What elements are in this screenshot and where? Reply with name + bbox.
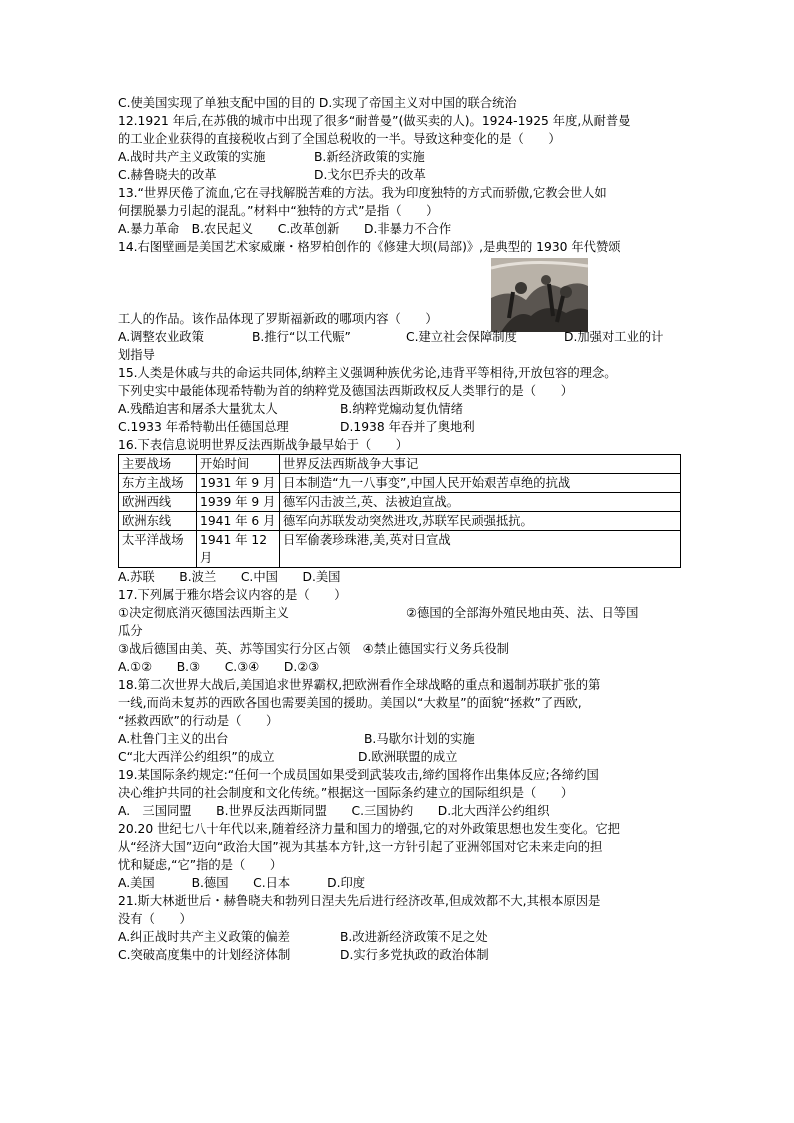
table-cell: 日本制造“九一八事变”,中国人民开始艰苦卓绝的抗战	[280, 474, 681, 493]
q13-stem-1: 13.“世界厌倦了流血,它在寻找解脱苦难的方法。我为印度独特的方式而骄傲,它教会世人如	[118, 186, 607, 200]
q20-stem-2: 从“经济大国”迈向“政治大国”视为其基本方针,这一方针引起了亚洲邻国对它未来走向的担	[118, 840, 603, 854]
table-cell: 1939 年 9 月	[197, 493, 280, 512]
q18-stem-3: “拯救西欧”的行动是（ ）	[118, 714, 279, 728]
q16-options: A.苏联 B.波兰 C.中国 D.美国	[118, 570, 341, 584]
q14-stem-2: 工人的作品。该作品体现了罗斯福新政的哪项内容（ ）	[118, 312, 438, 326]
q21-stem-2: 没有（ ）	[118, 912, 192, 926]
q13-stem-2: 何摆脱暴力引起的混乱。”材料中“独特的方式”是指（ ）	[118, 204, 439, 218]
q12-option-a: A.战时共产主义政策的实施	[118, 150, 266, 164]
q12-option-c: C.赫鲁晓夫的改革	[118, 168, 217, 182]
q21-option-d: D.实行多党执政的政治体制	[340, 948, 489, 962]
q13-options: A.暴力革命 B.农民起义 C.改革创新 D.非暴力不合作	[118, 222, 452, 236]
q18-stem-2: 一线,而尚未复苏的西欧各国也需要美国的援助。美国以“大救星”的面貌“拯救”了西欧,	[118, 696, 582, 710]
q16-stem: 16.下表信息说明世界反法西斯战争最早始于（ ）	[118, 438, 409, 452]
q20-stem-1: 20.20 世纪七八十年代以来,随着经济力量和国力的增强,它的对外政策思想也发生变化。它把	[118, 822, 620, 836]
q14-image-space	[118, 256, 684, 310]
table-cell: 1931 年 9 月	[197, 474, 280, 493]
q15-stem-1: 15.人类是休戚与共的命运共同体,纳粹主义强调种族优劣论,违背平等相待,开放包容的理念。	[118, 366, 617, 380]
q18-option-b: B.马歇尔计划的实施	[364, 732, 475, 746]
exam-page	[118, 94, 684, 964]
table-cell: 德军向苏联发动突然进攻,苏联军民顽强抵抗。	[280, 512, 681, 531]
q19-options: A. 三国同盟 B.世界反法西斯同盟 C.三国协约 D.北大西洋公约组织	[118, 804, 550, 818]
q18-option-a: A.杜鲁门主义的出台	[118, 732, 229, 746]
table-cell: 1941 年 6 月	[197, 512, 280, 531]
q15-option-d: D.1938 年吞并了奥地利	[340, 420, 475, 434]
q11-options-cd: C.使美国实现了单独支配中国的目的 D.实现了帝国主义对中国的联合统治	[118, 96, 517, 110]
q17-items-34: ③战后德国由美、英、苏等国实行分区占领 ④禁止德国实行义务兵役制	[118, 642, 509, 656]
table-header-cell: 世界反法西斯战争大事记	[280, 455, 681, 474]
q14-options	[118, 328, 684, 346]
q14-option-d: D.加强对工业的计	[564, 330, 664, 344]
table-header-row	[119, 455, 681, 474]
q20-stem-3: 忧和疑虑,“它”指的是（ ）	[118, 858, 283, 872]
q12-stem-1: 12.1921 年后,在苏俄的城市中出现了很多“耐普曼”(做买卖的人)。1924-1925 年度,从耐普曼	[118, 114, 631, 128]
q17-items-12	[118, 604, 684, 622]
q21-stem-1: 21.斯大林逝世后・赫鲁晓夫和勃列日涅夫先后进行经济改革,但成效都不大,其根本原因是	[118, 894, 601, 908]
q21-options-ab	[118, 928, 684, 946]
table-cell: 太平洋战场	[119, 531, 197, 568]
q17-item-2: ②德国的全部海外殖民地由英、法、日等国	[406, 606, 639, 620]
q12-option-b: B.新经济政策的实施	[314, 150, 425, 164]
q15-option-b: B.纳粹党煽动复仇情绪	[340, 402, 464, 416]
q18-stem-1: 18.第二次世界大战后,美国追求世界霸权,把欧洲看作全球战略的重点和遏制苏联扩张的第	[118, 678, 601, 692]
table-cell: 德军闪击波兰,英、法被迫宣战。	[280, 493, 681, 512]
q17-item-1: ①决定彻底消灭德国法西斯主义	[118, 606, 289, 620]
q12-option-d: D.戈尔巴乔夫的改革	[314, 168, 426, 182]
q12-options-cd	[118, 166, 684, 184]
q14-stem-1: 14.右图壁画是美国艺术家威廉・格罗柏创作的《修建大坝(局部)》,是典型的 1930 年代赞颂	[118, 240, 621, 254]
q15-option-a: A.残酷迫害和屠杀大量犹太人	[118, 402, 278, 416]
q17-stem: 17.下列属于雅尔塔会议内容的是（ ）	[118, 588, 347, 602]
q18-option-d: D.欧洲联盟的成立	[358, 750, 458, 764]
table-cell: 东方主战场	[119, 474, 197, 493]
table-row	[119, 474, 681, 493]
q21-option-b: B.改进新经济政策不足之处	[340, 930, 488, 944]
q17-options: A.①② B.③ C.③④ D.②③	[118, 660, 320, 674]
table-cell: 欧洲东线	[119, 512, 197, 531]
q12-stem-2: 的工业企业获得的直接税收占到了全国总税收的一半。导致这种变化的是（ ）	[118, 132, 561, 146]
q14-option-c: C.建立社会保障制度	[406, 330, 517, 344]
q17-item-2-cont: 瓜分	[118, 624, 143, 638]
q15-options-cd	[118, 418, 684, 436]
q14-option-d-cont: 划指导	[118, 348, 155, 362]
q19-stem-2: 决心维护共同的社会制度和文化传统。”根据这一国际条约建立的国际组织是（ ）	[118, 786, 574, 800]
q18-option-c: C“北大西洋公约组织”的成立	[118, 750, 275, 764]
q21-options-cd	[118, 946, 684, 964]
q15-stem-2: 下列史实中最能体现希特勒为首的纳粹党及德国法西斯政权反人类罪行的是（ ）	[118, 384, 573, 398]
q18-options-ab	[118, 730, 684, 748]
q12-options-ab	[118, 148, 684, 166]
battlefield-table	[118, 454, 681, 568]
q15-options-ab	[118, 400, 684, 418]
table-row	[119, 493, 681, 512]
table-cell: 1941 年 12 月	[197, 531, 280, 568]
q15-option-c: C.1933 年希特勒出任德国总理	[118, 420, 289, 434]
table-cell: 日军偷袭珍珠港,美,英对日宣战	[280, 531, 681, 568]
table-row	[119, 512, 681, 531]
table-header-cell: 主要战场	[119, 455, 197, 474]
q14-option-a: A.调整农业政策	[118, 330, 204, 344]
table-row	[119, 531, 681, 568]
q21-option-c: C.突破高度集中的计划经济体制	[118, 948, 291, 962]
table-header-cell: 开始时间	[197, 455, 280, 474]
q18-options-cd	[118, 748, 684, 766]
q20-options: A.美国 B.德国 C.日本 D.印度	[118, 876, 366, 890]
q21-option-a: A.纠正战时共产主义政策的偏差	[118, 930, 290, 944]
table-cell: 欧洲西线	[119, 493, 197, 512]
q14-option-b: B.推行“以工代赈”	[252, 330, 351, 344]
q19-stem-1: 19.某国际条约规定:“任何一个成员国如果受到武装攻击,缔约国将作出集体反应;各缔约国	[118, 768, 599, 782]
